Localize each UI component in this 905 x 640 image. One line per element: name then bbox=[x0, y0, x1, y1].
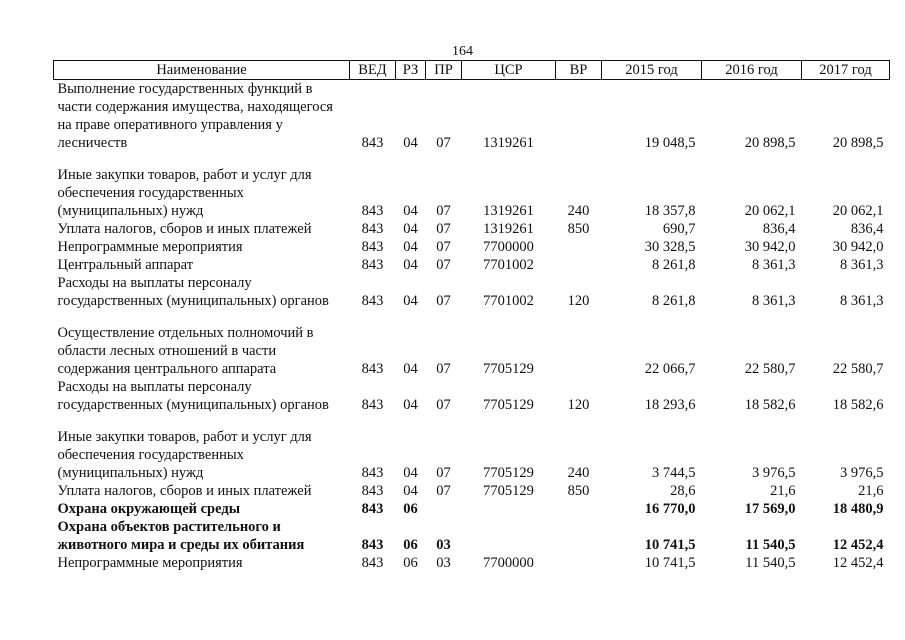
row-2017: 8 361,3 bbox=[840, 257, 884, 273]
row-ved: 843 bbox=[361, 135, 384, 151]
row-2015: 690,7 bbox=[662, 221, 696, 237]
row-rz: 06 bbox=[403, 537, 418, 553]
row-ved: 843 bbox=[361, 483, 384, 499]
row-2016: 8 361,3 bbox=[752, 257, 796, 273]
row-2017: 18 480,9 bbox=[832, 501, 884, 517]
row-name: Уплата налогов, сборов и иных платежей bbox=[57, 483, 312, 499]
row-2015: 19 048,5 bbox=[644, 135, 696, 151]
row-name: Осуществление отдельных полномочий в области лесных отношений в части содержания центрального аппарата bbox=[57, 325, 314, 377]
row-pr: 07 bbox=[436, 257, 451, 273]
row-rz: 06 bbox=[403, 555, 418, 571]
row-rz: 04 bbox=[403, 465, 418, 481]
row-2016: 20 898,5 bbox=[744, 135, 796, 151]
row-2015: 22 066,7 bbox=[644, 361, 696, 377]
row-2016: 21,6 bbox=[770, 483, 796, 499]
row-vr bbox=[556, 500, 602, 518]
row-2017: 21,6 bbox=[858, 483, 884, 499]
row-csr: 1319261 bbox=[483, 203, 534, 219]
row-2017: 12 452,4 bbox=[832, 537, 884, 553]
row-pr: 07 bbox=[436, 203, 451, 219]
row-vr bbox=[556, 554, 602, 572]
row-pr: 07 bbox=[436, 293, 451, 309]
header-ved: ВЕД bbox=[350, 61, 396, 80]
row-ved: 843 bbox=[361, 293, 384, 309]
row-2015: 30 328,5 bbox=[644, 239, 696, 255]
row-name: Непрограммные мероприятия bbox=[57, 555, 243, 571]
row-2017: 30 942,0 bbox=[832, 239, 884, 255]
row-rz: 04 bbox=[403, 397, 418, 413]
header-vr: ВР bbox=[556, 61, 602, 80]
row-csr: 7705129 bbox=[483, 483, 534, 499]
row-ved: 843 bbox=[361, 203, 384, 219]
row-2016: 18 582,6 bbox=[744, 397, 796, 413]
row-csr: 7701002 bbox=[483, 257, 534, 273]
row-name: Охрана окружающей среды bbox=[57, 501, 241, 517]
row-vr bbox=[556, 256, 602, 274]
header-rz: РЗ bbox=[396, 61, 426, 80]
row-csr bbox=[462, 518, 556, 554]
header-name: Наименование bbox=[54, 61, 350, 80]
row-2015: 18 293,6 bbox=[644, 397, 696, 413]
row-pr bbox=[426, 500, 462, 518]
row-2016: 17 569,0 bbox=[744, 501, 796, 517]
row-name: Иные закупки товаров, работ и услуг для обеспечения государственных (муниципальных) нужд bbox=[57, 429, 312, 481]
row-ved: 843 bbox=[361, 465, 384, 481]
row-csr: 1319261 bbox=[483, 221, 534, 237]
row-2017: 20 898,5 bbox=[832, 135, 884, 151]
budget-table bbox=[53, 60, 890, 572]
row-2015: 10 741,5 bbox=[644, 537, 696, 553]
row-rz: 04 bbox=[403, 203, 418, 219]
row-ved: 843 bbox=[361, 397, 384, 413]
table-row bbox=[54, 238, 890, 256]
table-row bbox=[54, 80, 890, 153]
table-row bbox=[54, 554, 890, 572]
row-2017: 12 452,4 bbox=[832, 555, 884, 571]
row-ved: 843 bbox=[361, 239, 384, 255]
row-2016: 11 540,5 bbox=[745, 555, 796, 571]
row-name: Непрограммные мероприятия bbox=[57, 239, 243, 255]
row-pr: 07 bbox=[436, 483, 451, 499]
table-row bbox=[54, 414, 890, 482]
row-vr: 850 bbox=[567, 221, 590, 237]
header-2017: 2017 год bbox=[802, 61, 890, 80]
page-number: 164 bbox=[452, 44, 473, 59]
row-rz: 04 bbox=[403, 361, 418, 377]
row-name: Уплата налогов, сборов и иных платежей bbox=[57, 221, 312, 237]
table-row bbox=[54, 310, 890, 378]
row-2015: 18 357,8 bbox=[644, 203, 696, 219]
row-2016: 30 942,0 bbox=[744, 239, 796, 255]
row-vr bbox=[556, 80, 602, 153]
row-rz: 04 bbox=[403, 483, 418, 499]
row-vr: 240 bbox=[567, 203, 590, 219]
row-2017: 3 976,5 bbox=[840, 465, 884, 481]
row-csr: 7705129 bbox=[483, 361, 534, 377]
row-rz: 04 bbox=[403, 257, 418, 273]
row-csr: 7705129 bbox=[483, 397, 534, 413]
row-2016: 8 361,3 bbox=[752, 293, 796, 309]
row-2015: 28,6 bbox=[670, 483, 696, 499]
row-vr bbox=[556, 310, 602, 378]
row-2015: 10 741,5 bbox=[644, 555, 696, 571]
table-row bbox=[54, 274, 890, 310]
row-name: Охрана объектов растительного и животного мира и среды их обитания bbox=[57, 519, 305, 553]
row-2017: 836,4 bbox=[850, 221, 884, 237]
row-2016: 22 580,7 bbox=[744, 361, 796, 377]
row-rz: 04 bbox=[403, 221, 418, 237]
row-2016: 3 976,5 bbox=[752, 465, 796, 481]
row-ved: 843 bbox=[361, 537, 384, 553]
row-2016: 20 062,1 bbox=[744, 203, 796, 219]
row-vr: 850 bbox=[567, 483, 590, 499]
row-ved: 843 bbox=[361, 555, 384, 571]
table-row bbox=[54, 256, 890, 274]
row-2017: 8 361,3 bbox=[840, 293, 884, 309]
row-name: Центральный аппарат bbox=[57, 257, 194, 273]
table-row bbox=[54, 220, 890, 238]
row-pr: 07 bbox=[436, 361, 451, 377]
table-row bbox=[54, 518, 890, 554]
row-vr bbox=[556, 238, 602, 256]
row-vr bbox=[556, 518, 602, 554]
row-2016: 11 540,5 bbox=[745, 537, 796, 553]
row-vr: 240 bbox=[567, 465, 590, 481]
table-header-row bbox=[54, 61, 890, 80]
row-pr: 03 bbox=[436, 555, 451, 571]
row-2017: 22 580,7 bbox=[832, 361, 884, 377]
table-row bbox=[54, 482, 890, 500]
row-2016: 836,4 bbox=[762, 221, 796, 237]
row-name: Иные закупки товаров, работ и услуг для обеспечения государственных (муниципальных) нужд bbox=[57, 167, 312, 219]
row-2017: 18 582,6 bbox=[832, 397, 884, 413]
row-ved: 843 bbox=[361, 361, 384, 377]
row-ved: 843 bbox=[361, 221, 384, 237]
row-rz: 04 bbox=[403, 239, 418, 255]
header-2015: 2015 год bbox=[602, 61, 702, 80]
header-2016: 2016 год bbox=[702, 61, 802, 80]
row-2015: 8 261,8 bbox=[652, 293, 696, 309]
row-pr: 07 bbox=[436, 239, 451, 255]
row-csr: 7700000 bbox=[483, 239, 534, 255]
row-name: Расходы на выплаты персоналу государственных (муниципальных) органов bbox=[57, 275, 329, 309]
row-name: Расходы на выплаты персоналу государственных (муниципальных) органов bbox=[57, 379, 329, 413]
row-pr: 07 bbox=[436, 465, 451, 481]
row-csr: 7700000 bbox=[483, 555, 534, 571]
table-row bbox=[54, 500, 890, 518]
row-pr: 07 bbox=[436, 135, 451, 151]
row-rz: 04 bbox=[403, 135, 418, 151]
row-2017: 20 062,1 bbox=[832, 203, 884, 219]
row-vr: 120 bbox=[567, 293, 590, 309]
row-name: Выполнение государственных функций в части содержания имущества, находящегося на праве оперативного управления у лесничеств bbox=[57, 81, 333, 151]
row-rz: 06 bbox=[403, 501, 418, 517]
header-pr: ПР bbox=[426, 61, 462, 80]
row-csr bbox=[462, 500, 556, 518]
row-pr: 03 bbox=[436, 537, 451, 553]
row-pr: 07 bbox=[436, 221, 451, 237]
table-row bbox=[54, 378, 890, 414]
table-row bbox=[54, 152, 890, 220]
row-ved: 843 bbox=[361, 501, 384, 517]
row-rz: 04 bbox=[403, 293, 418, 309]
header-csr: ЦСР bbox=[462, 61, 556, 80]
row-pr: 07 bbox=[436, 397, 451, 413]
row-csr: 1319261 bbox=[483, 135, 534, 151]
row-ved: 843 bbox=[361, 257, 384, 273]
row-2015: 3 744,5 bbox=[652, 465, 696, 481]
row-vr: 120 bbox=[567, 397, 590, 413]
row-csr: 7705129 bbox=[483, 465, 534, 481]
row-2015: 8 261,8 bbox=[652, 257, 696, 273]
row-csr: 7701002 bbox=[483, 293, 534, 309]
row-2015: 16 770,0 bbox=[644, 501, 696, 517]
